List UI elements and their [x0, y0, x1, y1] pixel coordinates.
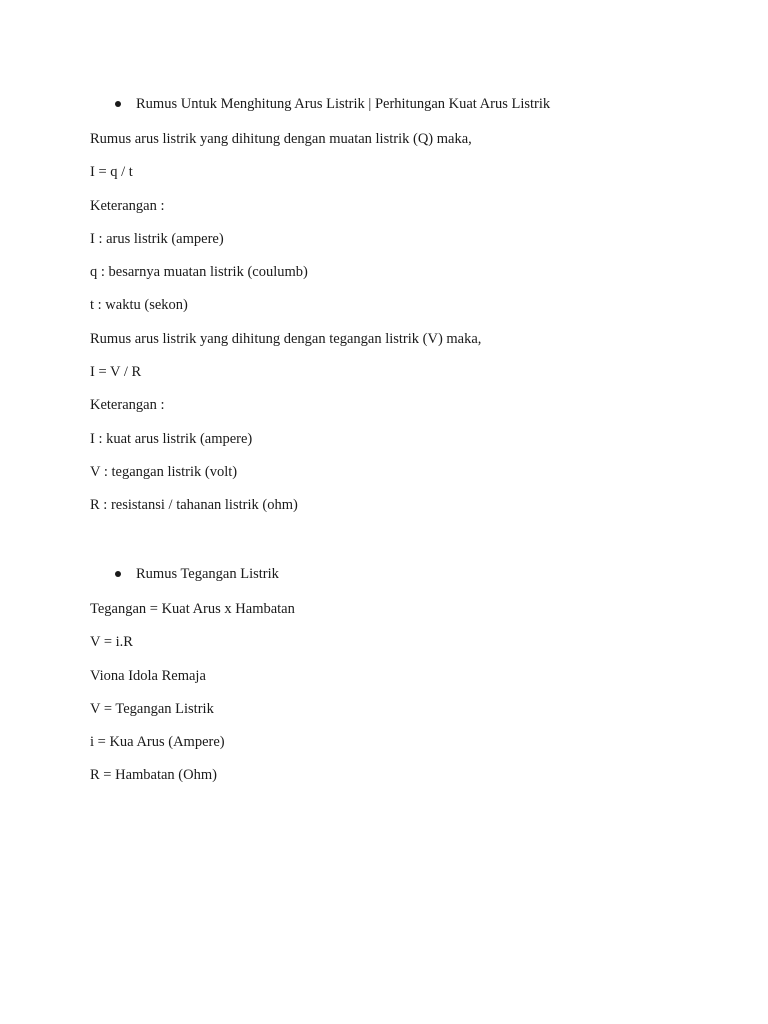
paragraph-line: V : tegangan listrik (volt) [90, 463, 238, 480]
paragraph-line: Rumus arus listrik yang dihitung dengan muatan listrik (Q) maka, [90, 131, 472, 147]
paragraph-line: R = Hambatan (Ohm) [90, 767, 217, 784]
paragraph-line: Tegangan = Kuat Arus x Hambatan [90, 601, 295, 617]
paragraph-line: I : arus listrik (ampere) [90, 230, 224, 247]
section-arus-listrik [0, 94, 768, 515]
paragraph-line: i = Kua Arus (Ampere) [90, 734, 225, 751]
formula-line: V = i.R [90, 634, 133, 651]
paragraph-line: V = Tegangan Listrik [90, 700, 214, 717]
bullet-icon [115, 101, 121, 107]
bullet-icon [115, 571, 121, 577]
paragraph-line: R : resistansi / tahanan listrik (ohm) [90, 497, 298, 514]
bullet-item [0, 94, 768, 114]
paragraph-line: Rumus arus listrik yang dihitung dengan tegangan listrik (V) maka, [90, 330, 482, 347]
paragraph-line: q : besarnya muatan listrik (coulumb) [90, 264, 308, 281]
bullet-item [0, 564, 768, 584]
paragraph-line: I : kuat arus listrik (ampere) [90, 430, 253, 447]
paragraph-line: Keterangan : [90, 397, 165, 414]
section-heading: Rumus Untuk Menghitung Arus Listrik | Perhitungan Kuat Arus Listrik [136, 96, 551, 112]
paragraph-line: t : waktu (sekon) [90, 297, 188, 314]
section-tegangan-listrik [0, 564, 768, 785]
formula-line: I = q / t [90, 164, 133, 181]
formula-line: I = V / R [90, 364, 142, 381]
paragraph-line: Keterangan : [90, 197, 165, 214]
paragraph-line: Viona Idola Remaja [90, 667, 206, 684]
section-heading: Rumus Tegangan Listrik [136, 566, 279, 582]
